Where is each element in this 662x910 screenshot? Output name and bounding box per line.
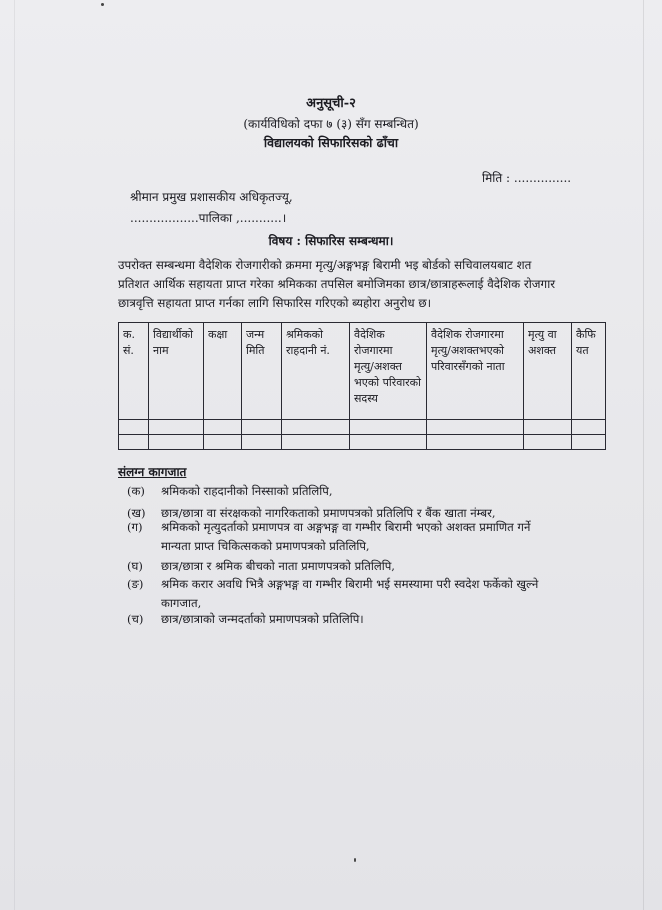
attachment-text: कागजात, [161, 596, 202, 610]
table-column-header: विद्यार्थीको नाम [149, 323, 204, 420]
table-column-header: कक्षा [204, 323, 242, 420]
table-column-header: मृत्यु वा अशक्त [524, 323, 572, 420]
table-cell [350, 420, 427, 435]
attachment-marker: (ग) [127, 520, 143, 534]
table-header-row [119, 323, 606, 420]
table-cell [204, 435, 242, 450]
table-cell [282, 435, 350, 450]
annex-subtitle: (कार्यविधिको दफा ७ (३) सँग सम्बन्धित) [243, 117, 419, 131]
addressee-line: श्रीमान प्रमुख प्रशासकीय अधिकृतज्यू, [130, 190, 293, 204]
attachment-text: छात्र/छात्रा र श्रमिक बीचको नाता प्रमाणपत्रको प्रतिलिपि, [161, 559, 395, 573]
table-cell [242, 420, 282, 435]
form-heading: विद्यालयको सिफारिसको ढाँचा [263, 135, 399, 150]
table-cell [282, 420, 350, 435]
date-line: मिति : ............... [482, 171, 572, 185]
attachment-marker: (ङ) [127, 577, 144, 591]
table-cell [350, 435, 427, 450]
annex-title: अनुसूची-२ [306, 96, 356, 111]
attachment-text: छात्र/छात्रा वा संरक्षकको नागरिकताको प्रमाणपत्रको प्रतिलिपि र बैंक खाता नंम्बर, [161, 506, 496, 520]
attachment-text: श्रमिक करार अवधि भित्रै अङ्गभङ्ग वा गम्भीर बिरामी भई समस्यामा परी स्वदेश फर्केको खुल्ने [161, 577, 539, 591]
table-row [119, 420, 606, 435]
attachment-marker: (ख) [127, 506, 146, 520]
body-paragraph-line: छात्रवृत्ति सहायता प्राप्त गर्नका लागि सिफारिस गरिएको ब्यहोरा अनुरोध छ। [118, 296, 432, 310]
municipality-line: ..................पालिका ,...........। [130, 211, 287, 225]
table-cell [572, 420, 606, 435]
attachment-text: श्रमिकको मृत्युदर्ताको प्रमाणपत्र वा अङ्गभङ्ग वा गम्भीर बिरामी भएको अशक्त प्रमाणित गर्ने [161, 520, 531, 534]
table-cell [572, 435, 606, 450]
subject-line: विषय : सिफारिस सम्बन्धमा। [268, 234, 394, 248]
table-cell [119, 435, 149, 450]
table-cell [427, 435, 524, 450]
table-body [119, 420, 606, 450]
table-cell [119, 420, 149, 435]
table-column-header: कैफि यत [572, 323, 606, 420]
attachment-text: छात्र/छात्राको जन्मदर्ताको प्रमाणपत्रको प्रतिलिपि। [161, 612, 364, 626]
student-details-table [118, 322, 606, 450]
table-cell [242, 435, 282, 450]
attachments-title: संलग्न कागजात [118, 465, 187, 479]
table-cell [524, 435, 572, 450]
body-paragraph-line: प्रतिशत आर्थिक सहायता प्राप्त गरेका श्रमिकका तपसिल बमोजिमका छात्र/छात्राहरूलाई वैदेशिक रोजगार [118, 277, 556, 291]
table-column-header: श्रमिकको राहदानी नं. [282, 323, 350, 420]
attachment-marker: (च) [127, 612, 144, 626]
scan-speck [354, 858, 356, 862]
table-cell [149, 420, 204, 435]
table-cell [204, 420, 242, 435]
table-column-header: वैदेशिक रोजगारमा मृत्यु/अशक्त भएको परिवारको सदस्य [350, 323, 427, 420]
scan-speck [101, 3, 104, 6]
table-column-header: क. सं. [119, 323, 149, 420]
table-cell [524, 420, 572, 435]
table-row [119, 435, 606, 450]
attachment-marker: (घ) [127, 559, 143, 573]
table-cell [427, 420, 524, 435]
table-column-header: जन्म मिति [242, 323, 282, 420]
attachment-text: श्रमिकको राहदानीको निस्साको प्रतिलिपि, [161, 484, 333, 498]
table-cell [149, 435, 204, 450]
table-column-header: वैदेशिक रोजगारमा मृत्यु/अशक्तभएको परिवारसँगको नाता [427, 323, 524, 420]
body-paragraph-line: उपरोक्त सम्बन्धमा वैदेशिक रोजगारीको क्रममा मृत्यु/अङ्गभङ्ग बिरामी भइ बोर्डको सचिवालयबाट शत [118, 258, 532, 272]
attachment-marker: (क) [127, 484, 145, 498]
attachment-text: मान्यता प्राप्त चिकित्सकको प्रमाणपत्रको प्रतिलिपि, [161, 539, 370, 553]
